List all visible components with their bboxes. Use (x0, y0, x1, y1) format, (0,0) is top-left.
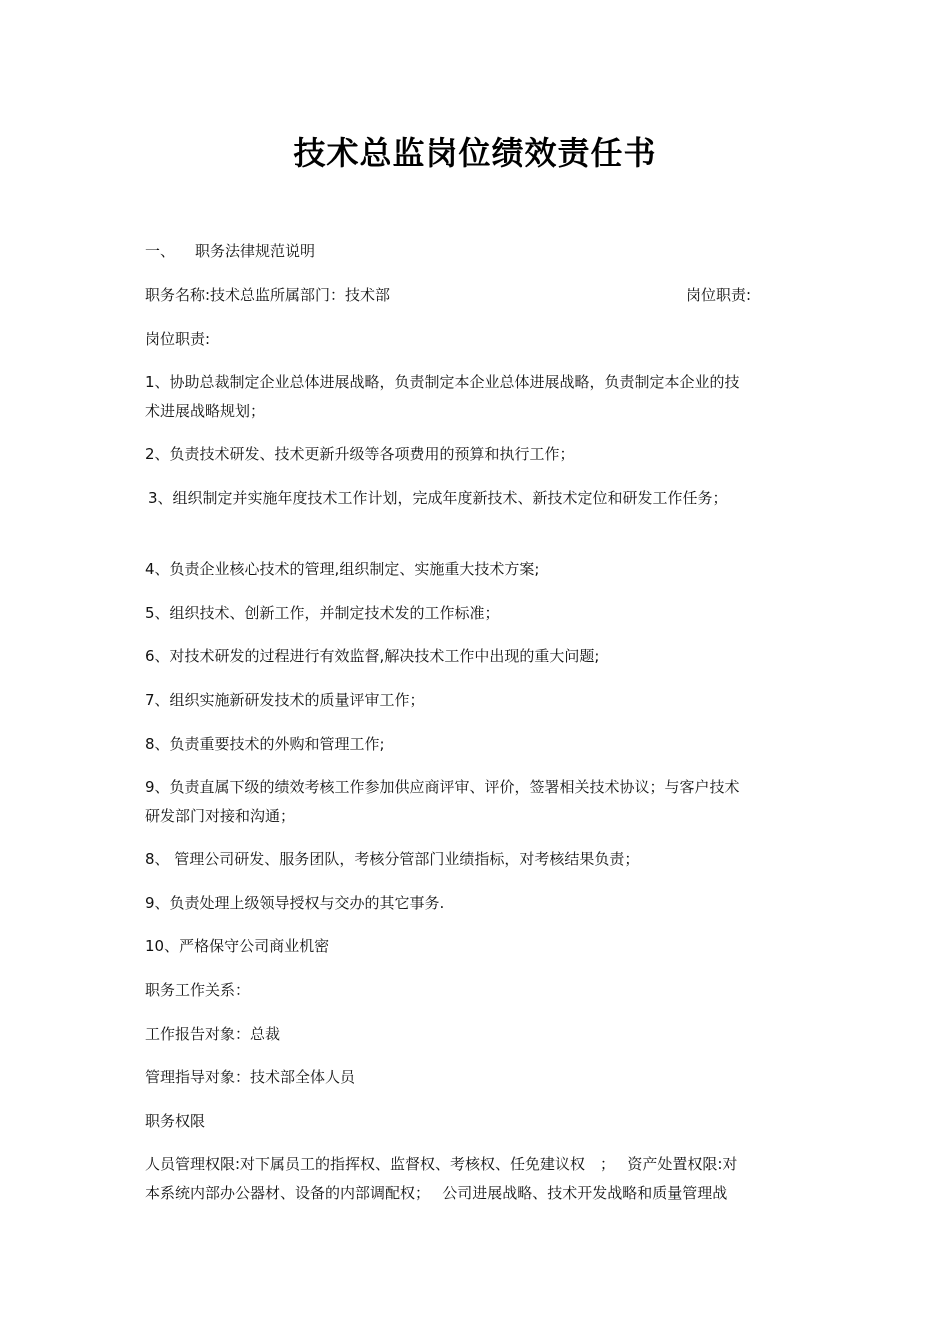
duty-item: 1、协助总裁制定企业总体进展战略，负责制定本企业总体进展战略，负责制定本企业的技 (145, 373, 740, 391)
duty-item: 10、严格保守公司商业机密 (145, 937, 330, 955)
duty-item: 6、对技术研发的过程进行有效监督,解决技术工作中出现的重大问题; (145, 647, 600, 665)
duty-item: 2、负责技术研发、技术更新升级等各项费用的预算和执行工作； (145, 445, 575, 463)
section-number: 一、 (145, 242, 176, 260)
report-to: 工作报告对象：总裁 (145, 1025, 281, 1043)
authority-line: 人员管理权限:对下属员工的指挥权、监督权、考核权、任免建议权 ； 资产处置权限:对 (145, 1155, 738, 1173)
duty-item: 8、 管理公司研发、服务团队，考核分管部门业绩指标，对考核结果负责； (145, 850, 640, 868)
manage-target: 管理指导对象：技术部全体人员 (145, 1068, 356, 1086)
duty-item: 3、组织制定并实施年度技术工作计划，完成年度新技术、新技术定位和研发工作任务； (148, 489, 728, 507)
duty-item: 4、负责企业核心技术的管理,组织制定、实施重大技术方案; (145, 560, 540, 578)
section-title: 职务法律规范说明 (195, 242, 316, 260)
authority-line: 本系统内部办公器材、设备的内部调配权； 公司进展战略、技术开发战略和质量管理战 (145, 1184, 728, 1202)
job-name-department: 职务名称:技术总监所属部门：技术部 (145, 286, 391, 304)
duty-item-continued: 术进展战略规划； (145, 402, 266, 420)
duty-item: 9、负责处理上级领导授权与交办的其它事务. (145, 894, 445, 912)
section-heading (145, 240, 810, 262)
duty-item-continued: 研发部门对接和沟通； (145, 807, 296, 825)
duty-item: 9、负责直属下级的绩效考核工作参加供应商评审、评价，签署相关技术协议；与客户技术 (145, 778, 740, 796)
document-title: 技术总监岗位绩效责任书 (293, 134, 657, 172)
job-info-line (145, 284, 810, 306)
authority-label: 职务权限 (145, 1112, 206, 1130)
duty-item: 5、组织技术、创新工作，并制定技术发的工作标准； (145, 604, 500, 622)
job-duty-label-right: 岗位职责: (686, 286, 752, 304)
duty-item: 7、组织实施新研发技术的质量评审工作； (145, 691, 425, 709)
duties-label: 岗位职责: (145, 330, 211, 348)
relations-label: 职务工作关系： (145, 981, 251, 999)
duty-item: 8、负责重要技术的外购和管理工作; (145, 735, 385, 753)
